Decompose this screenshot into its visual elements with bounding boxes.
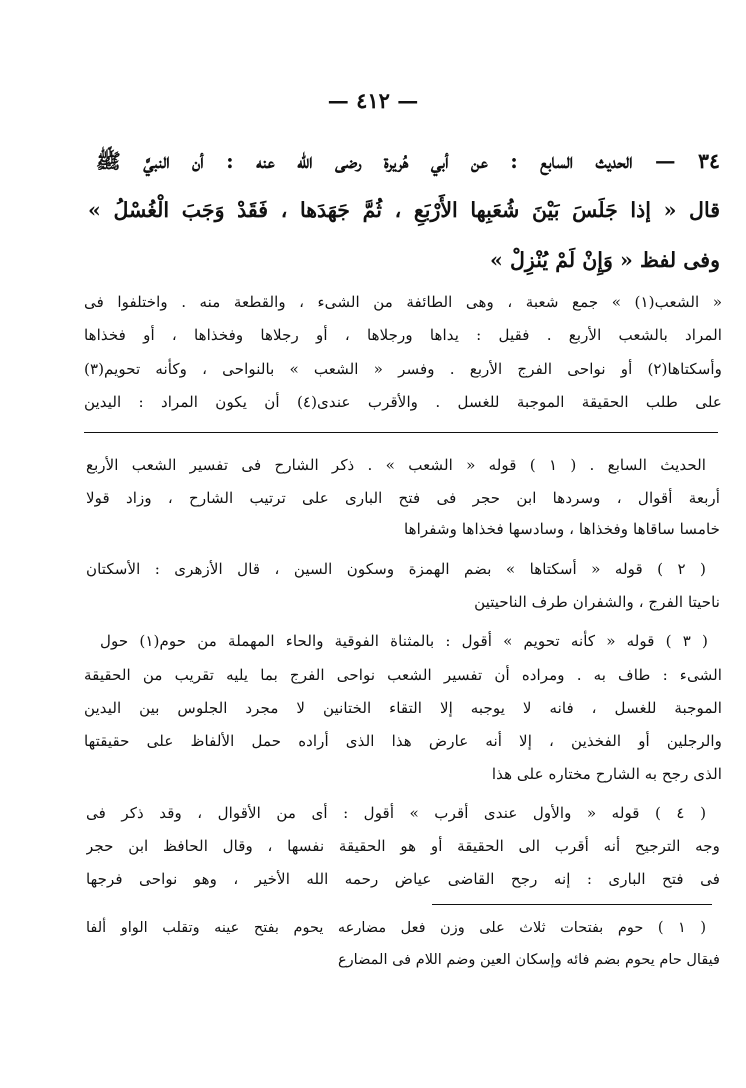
margin-note-1-line-1: الحديث السابع . ( ١ ) قوله « الشعب » . ذكر الشارح فى تفسير الشعب الأربع xyxy=(86,456,706,474)
page-number: — ٤١٢ — xyxy=(327,88,419,113)
footnote-divider xyxy=(432,904,712,905)
margin-note-3-line-1: ( ٣ ) قوله « كأنه تحويم » أقول : بالمثناة الفوقية والحاء المهملة من حوم(١) حول xyxy=(100,632,708,650)
hadith-line-1: ٣٤ — الحديث السابع : عن أبي هُريرة رضى الله عنه : أن النبيَّ ﷺ xyxy=(96,149,720,173)
margin-note-1-line-2: أربعة أقوال ، وسردها ابن حجر فى فتح البارى على ترتيب الشارح ، وزاد قولا xyxy=(86,489,720,507)
footnote-line-2: فيقال حام يحوم بضم فائه وإسكان العين وضم اللام فى المضارع xyxy=(338,952,720,968)
margin-note-4-line-2: وجه الترجيح أنه أقرب الى الحقيقة أو هو الحقيقة نفسها ، وقال الحافظ ابن حجر xyxy=(86,837,720,855)
margin-note-3-line-3: الموجبة للغسل ، فانه لا يوجبه إلا التقاء الختانين لا مجرد الجلوس بين اليدين xyxy=(84,699,722,717)
margin-note-2-line-2: ناحيتا الفرج ، والشفران طرف الناحيتين xyxy=(474,593,720,611)
margin-note-3-line-4: والرجلين أو الفخذين ، إلا أنه عارض هذا الذى أراده حمل الألفاظ على حقيقتها xyxy=(84,732,722,750)
margin-note-3-line-2: الشىء : طاف به . ومراده أن تفسير الشعب نواحى الفرج بما يليه تقريب من الحقيقة xyxy=(84,666,722,684)
commentary-line-3: وأسكتاها(٢) أو نواحى الفرج الأربع . وفسر « الشعب » بالنواحى ، وكأنه تحويم(٣) xyxy=(84,360,722,378)
margin-note-1-line-3: خامسا ساقاها وفخذاها ، وسادسها فخذاها وشفراها xyxy=(404,520,720,538)
commentary-line-4: على طلب الحقيقة الموجبة للغسل . والأقرب عندى(٤) أن يكون المراد : اليدين xyxy=(84,393,722,411)
hadith-line-3: وفى لفظ « وَإِنْ لَمْ يُنْزِلْ » xyxy=(490,248,720,272)
footnote-line-1: ( ١ ) حوم بفتحات ثلاث على وزن فعل مضارعه يحوم بفتح عينه وتقلب الواو ألفا xyxy=(86,920,706,936)
margin-note-3-line-5: الذى رجح به الشارح مختاره على هذا xyxy=(491,765,722,783)
margin-note-4-line-1: ( ٤ ) قوله « والأول عندى أقرب » أقول : أى من الأقوال ، وقد ذكر فى xyxy=(86,804,706,822)
hadith-line-2: قال « إذا جَلَسَ بَيْنَ شُعَبِها الأَرْبَعِ ، ثُمَّ جَهَدَها ، فَقَدْ وَجَبَ الْغُسْلُ » xyxy=(88,198,720,222)
section-divider xyxy=(84,432,718,433)
margin-note-4-line-3: فى فتح البارى : إنه رجح القاضى عياض رحمه الله الأخير ، وهو نواحى فرجها xyxy=(86,870,720,888)
commentary-line-2: المراد بالشعب الأربع . فقيل : يداها ورجلاها ، أو رجلاها وفخذاها ، أو فخذاها xyxy=(84,326,722,344)
commentary-line-1: « الشعب(١) » جمع شعبة ، وهى الطائفة من الشىء ، والقطعة منه . واختلفوا فى xyxy=(84,293,722,311)
margin-note-2-line-1: ( ٢ ) قوله « أسكتاها » بضم الهمزة وسكون السين ، قال الأزهرى : الأسكتان xyxy=(86,560,706,578)
